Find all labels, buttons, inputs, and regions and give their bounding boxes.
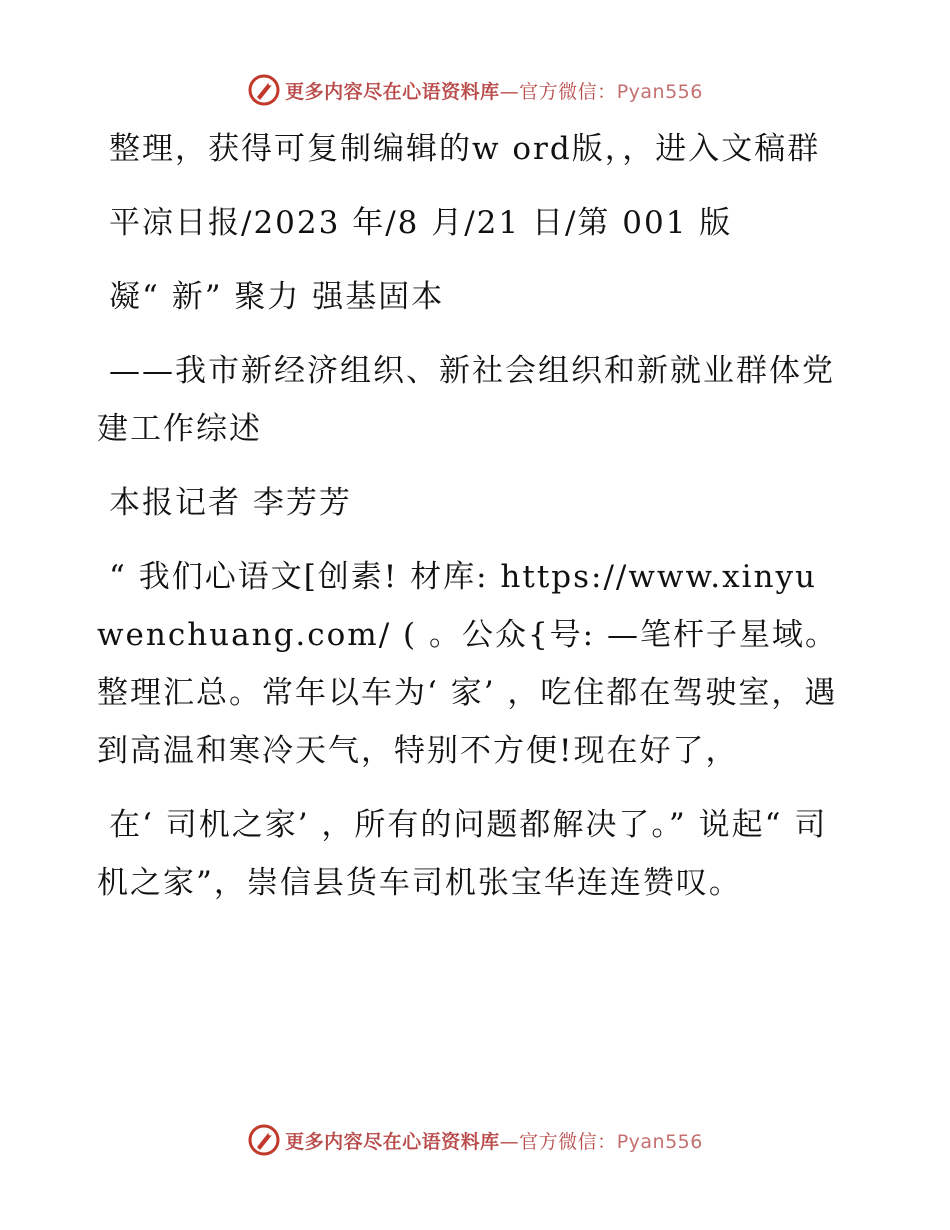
banner-label: —官方微信： xyxy=(499,80,617,103)
article-byline: 本报记者 李芳芳 xyxy=(109,485,352,521)
paragraph-source: 平凉日报/2023 年/8 月/21 日/第 001 版 xyxy=(109,205,733,241)
paragraph-intro: 整理，获得可复制编辑的w ord版，，进入文稿群 xyxy=(109,131,821,167)
banner-label: —官方微信： xyxy=(499,1130,617,1153)
banner-text xyxy=(285,77,703,104)
paragraph-body-2: 在‘ 司机之家’ ，所有的问题都解决了。” 说起“ 司机之家”，崇信县货车司机张宝华连连赞叹。 xyxy=(97,807,828,901)
banner-text xyxy=(285,1127,703,1154)
banner-title: 更多内容尽在心语资料库 xyxy=(285,1130,500,1153)
header-banner xyxy=(0,70,950,110)
article-title: 凝“ 新” 聚力 强基固本 xyxy=(109,279,445,315)
logo-icon xyxy=(247,1123,281,1157)
banner-wechat-id: Pyan556 xyxy=(616,1130,703,1153)
banner-title: 更多内容尽在心语资料库 xyxy=(285,80,500,103)
footer-banner xyxy=(0,1120,950,1160)
banner-wechat-id: Pyan556 xyxy=(616,80,703,103)
paragraph-body-1: “ 我们心语文[创素! 材库: https://www.xinyuwenchuang.com/ ( 。公众{号: —笔杆子星域。整理汇总。常年以车为‘ 家’ ，吃住都在驾驶室，遇到高温和寒冷天气，特别不方便!现在好了， xyxy=(97,559,838,769)
document-body xyxy=(97,120,842,928)
article-subtitle: ——我市新经济组织、新社会组织和新就业群体党建工作综述 xyxy=(97,353,835,447)
logo-icon xyxy=(247,73,281,107)
